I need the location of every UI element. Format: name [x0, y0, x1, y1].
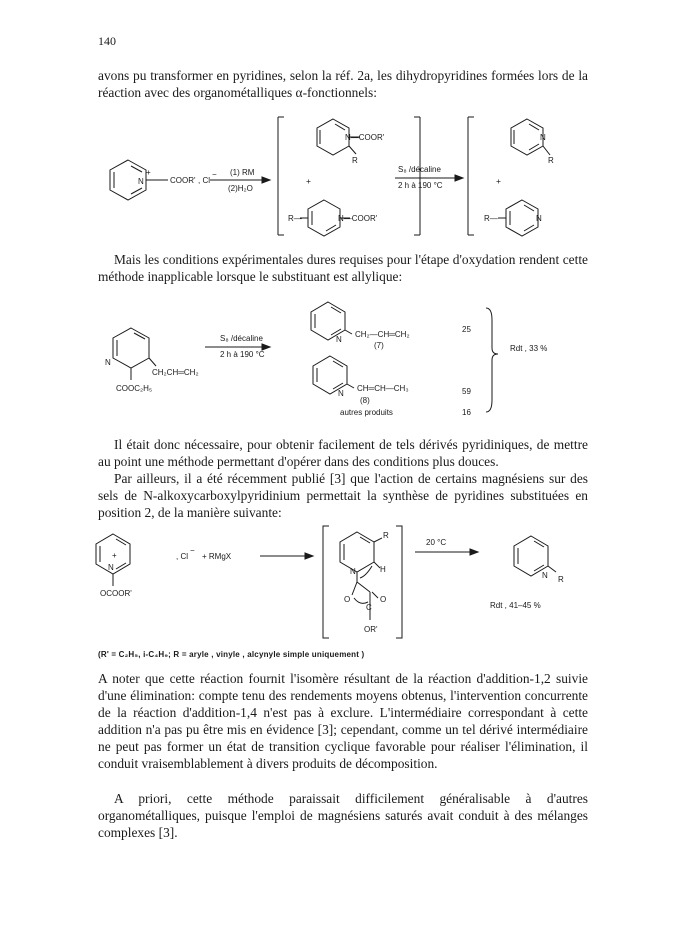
s2-cond: 2 h à 190 °C: [220, 350, 265, 359]
s2-reagent: S₈ /décaline: [220, 334, 263, 343]
s3-prod-N: N: [542, 571, 548, 580]
s1-pyr-bot-N: N: [536, 214, 542, 223]
s3-anion: , Cl: [176, 552, 188, 561]
s2-p8-label: (8): [360, 396, 370, 405]
s1-ox-reagent: S₈ /décaline: [398, 165, 441, 174]
s1-prod-bot-R: R—: [288, 214, 302, 223]
s3-salt-N: N: [108, 563, 114, 572]
s1-cation-sub: COOR': [170, 176, 196, 185]
paragraph-6: A priori, cette méthode paraissait difficilement généralisable à d'autres organométalliques, puisque l'emploi de magnésiens saturés avait conduit à des mélanges complexes [3].: [98, 791, 588, 840]
paragraph-2: Mais les conditions expérimentales dures requises pour l'étape d'oxydation rendent cette méthode inapplicable lorsque le substituant est allylique:: [98, 252, 588, 284]
s3-int-O: O: [344, 595, 351, 604]
s2-p7-value: 25: [462, 325, 471, 334]
s3-int-R: R: [383, 531, 389, 540]
s3-yield: Rdt , 41–45 %: [490, 601, 541, 610]
s2-sm-ester: COOC₂H₅: [116, 384, 153, 393]
s1-cation-N: N: [138, 177, 144, 186]
s2-p8-chain: CH═CH—CH₃: [357, 384, 409, 393]
page-number: 140: [98, 34, 116, 48]
paragraph-5: A noter que cette réaction fournit l'isomère résultant de la réaction d'addition-1,2 suivie d'une élimination: compte tenu des rendements moyens obtenus, l'intervention concurrente de la réaction d'addition-1,4 n'est pas à exclure. L'intermédiaire correspondant à cette addition n'a pas pu être mis en évidence [3]; cependant, comme un tel dérivé intermédiaire ne peut pas former un état de transition cyclique favorable pour réaliser l'élimination, il conduit vraisemblablement à divers produits de décomposition.: [98, 671, 588, 771]
s1-prod-top-R: R: [352, 156, 358, 165]
s1-prod-bot-sub: N—COOR': [338, 214, 378, 223]
scheme-1: [0, 105, 680, 245]
s3-salt-ester: OCOOR': [100, 589, 132, 598]
scheme-2: [0, 290, 680, 425]
s1-prod-top-sub: N—COOR': [345, 133, 385, 142]
s2-yield: Rdt , 33 %: [510, 344, 548, 353]
s3-int-N: N: [350, 567, 356, 576]
s1-anion-charge: −: [212, 170, 217, 179]
s2-p8-value: 59: [462, 387, 471, 396]
s3-int-H: H: [380, 565, 386, 574]
s1-pyr-top-R: R: [548, 156, 554, 165]
s1-pyr-top-N: N: [540, 133, 546, 142]
s3-int-OR: OR': [364, 625, 378, 634]
s1-plus-2: +: [496, 176, 501, 186]
s1-charge: +: [146, 168, 151, 177]
s1-pyr-bot-R: R—: [484, 214, 498, 223]
s3-int-O2: O: [380, 595, 387, 604]
s1-step2: (2)H₂O: [228, 184, 253, 193]
s3-anion-charge: −: [190, 546, 195, 555]
scheme-3: [0, 520, 680, 645]
s2-p7-label: (7): [374, 341, 384, 350]
s2-p7-chain: CH₂—CH═CH₂: [355, 330, 410, 339]
s2-sm-N: N: [105, 358, 111, 367]
footnote: (R' = C₂H₅, i-C₄H₉; R = aryle , vinyle , alcynyle simple uniquement ): [98, 650, 365, 659]
paragraph-4: Par ailleurs, il a été récemment publié [3] que l'action de certains magnésiens sur des sels de N-alkoxycarboxylpyridinium permettait la synthèse de pyridines substituées en position 2, de la manière suivante:: [98, 471, 588, 520]
s2-others-value: 16: [462, 408, 471, 417]
s1-step1: (1) RM: [230, 168, 255, 177]
s2-p8-N: N: [338, 389, 344, 398]
paragraph-3: Il était donc nécessaire, pour obtenir facilement de tels dérivés pyridiniques, de mettre au point une méthode permettant d'opérer dans des conditions plus douces.: [98, 437, 588, 469]
s3-int-C: C: [366, 603, 372, 612]
s3-prod-R: R: [558, 575, 564, 584]
s3-salt-charge: +: [112, 551, 117, 560]
paragraph-1: avons pu transformer en pyridines, selon la réf. 2a, les dihydropyridines formées lors de la réaction avec des organométalliques α-fonctionnels:: [98, 68, 588, 100]
s1-anion: , Cl: [198, 176, 210, 185]
s1-plus-1: +: [306, 176, 311, 186]
s2-p7-N: N: [336, 335, 342, 344]
s3-reagent: + RMgX: [202, 552, 232, 561]
s1-ox-cond: 2 h à 190 °C: [398, 181, 443, 190]
s2-others-label: autres produits: [340, 408, 393, 417]
s3-cond: 20 °C: [426, 538, 447, 547]
s2-sm-sub: CH₂CH═CH₂: [152, 368, 199, 377]
